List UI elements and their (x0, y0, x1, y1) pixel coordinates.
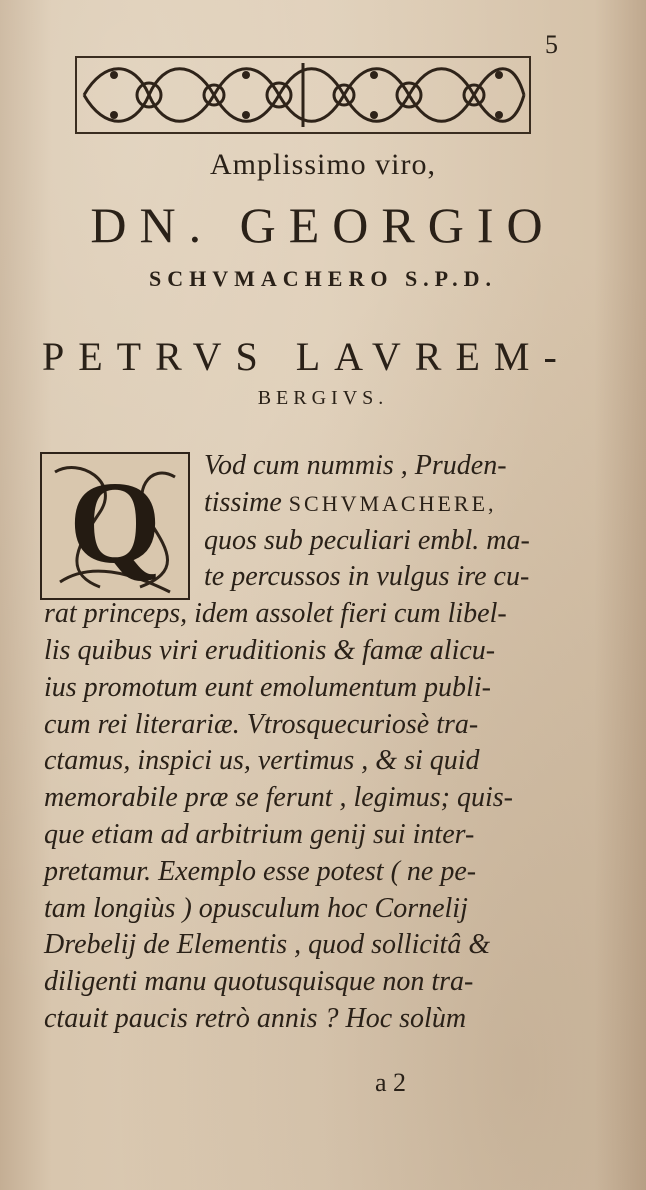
text-line: pretamur. Exemplo esse potest ( ne pe- (44, 855, 477, 887)
signature-mark: a 2 (375, 1068, 407, 1097)
recipient-name: DN. GEORGIO (90, 197, 556, 253)
text-line: Vod cum nummis , Pruden- (204, 450, 507, 481)
text-line: diligenti manu quotusquisque non tra- (44, 966, 474, 998)
text-line: tissime SCHVMACHERE, (204, 486, 497, 518)
text-line: tam longiùs ) opusculum hoc Cornelij (44, 892, 468, 924)
text-line: te percussos in vulgus ire cu- (204, 561, 530, 593)
text-line: Drebelij de Elementis , quod sollicitâ & (44, 929, 491, 961)
text-line: que etiam ad arbitrium genij sui inter- (44, 818, 475, 850)
author-name-line2: BERGIVS. (257, 387, 389, 409)
text-line: rat princeps, idem assolet fieri cum libel- (44, 598, 507, 630)
text-line: ctauit paucis retrò annis ? Hoc solùm (44, 1002, 467, 1034)
text-line: lis quibus viri eruditionis & famæ alicu- (44, 634, 496, 666)
text-line: ctamus, inspici us, vertimus , & si quid (44, 745, 480, 777)
text-line: cum rei literariæ. Vtrosquecuriosè tra- (44, 708, 479, 740)
recipient-surname: SCHVMACHERO S.P.D. (149, 266, 497, 291)
text-line: ius promotum eunt emolumentum publi- (44, 671, 491, 703)
text-line: memorabile præ se ferunt , legimus; quis- (44, 782, 513, 814)
addressee-name: SCHVMACHERE, (288, 490, 497, 516)
author-name-line1: PETRVS LAVREM- (42, 334, 571, 379)
dedication-line: Amplissimo viro, (209, 148, 436, 181)
svg-text:Q: Q (69, 457, 161, 588)
page-number: 5 (545, 30, 558, 59)
text-line: quos sub peculiari embl. ma- (204, 524, 530, 556)
body-text (44, 448, 564, 1038)
headpiece-ornament (74, 55, 532, 135)
